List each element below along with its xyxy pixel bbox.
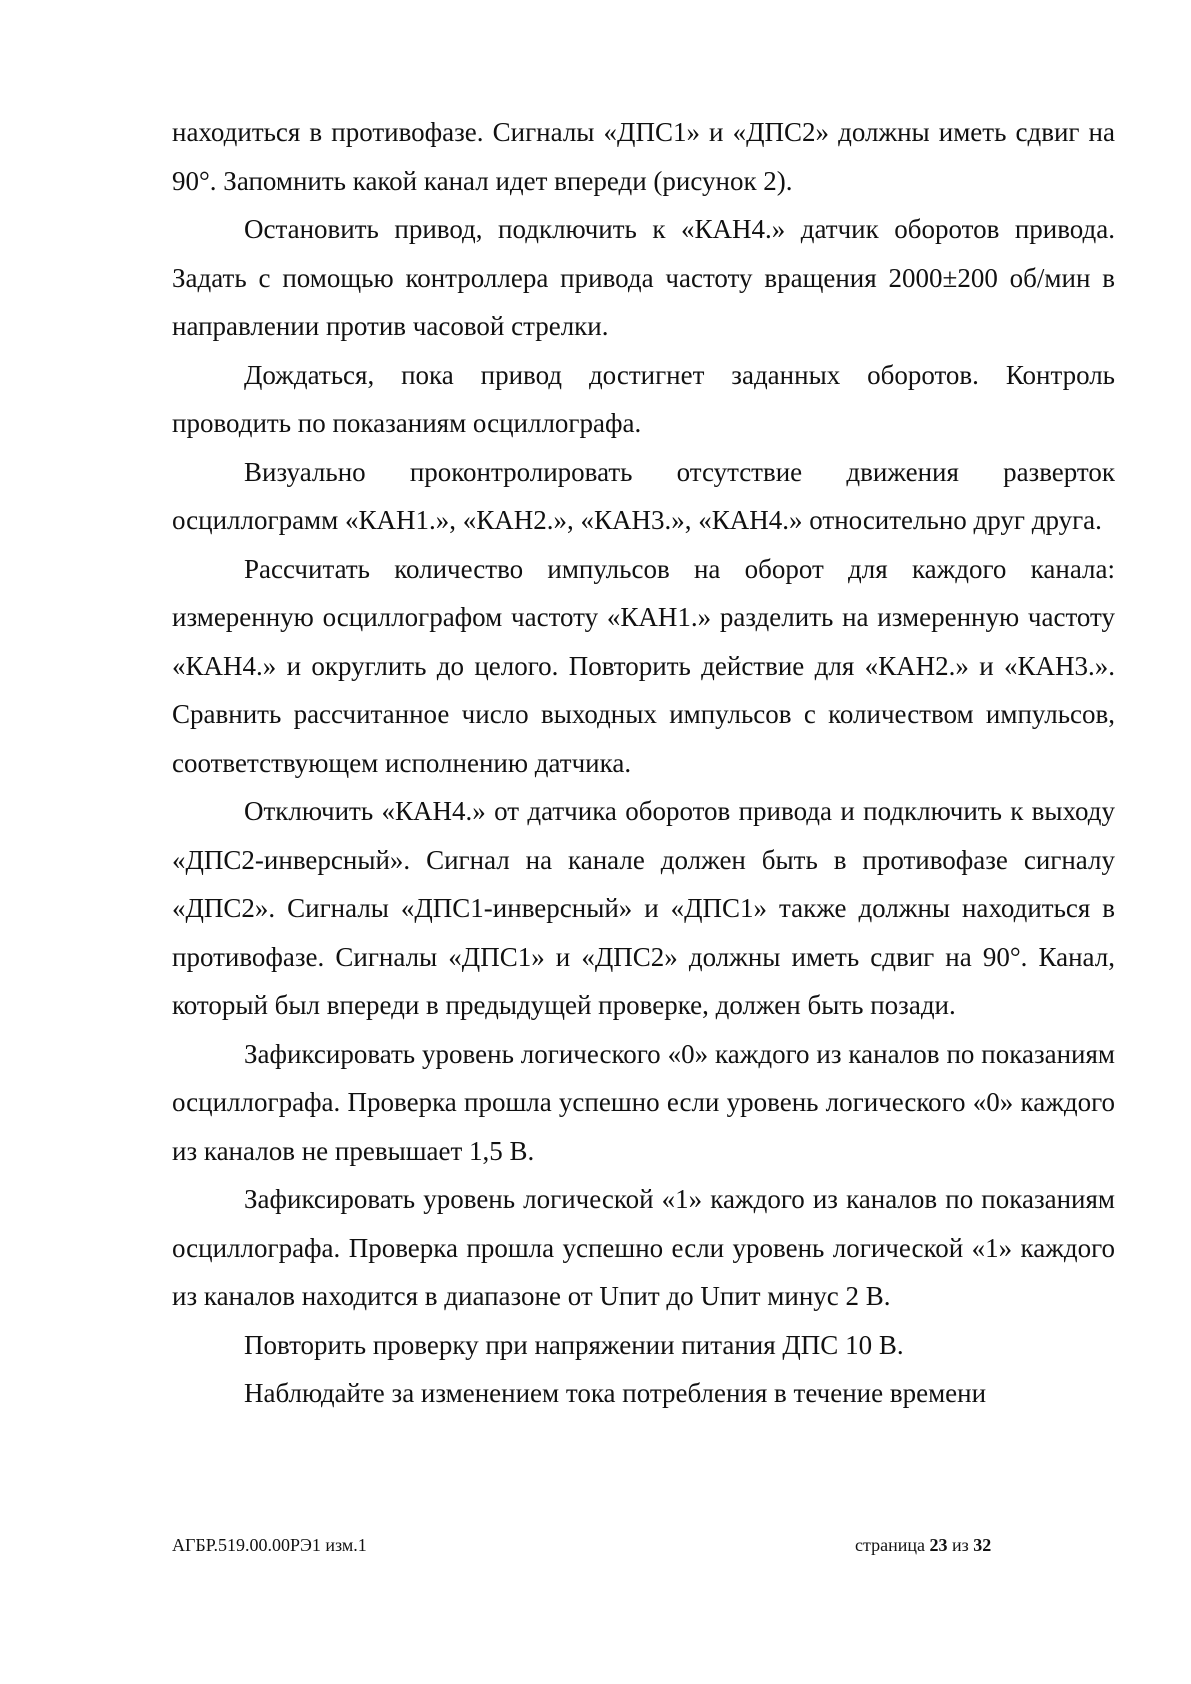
paragraph: Дождаться, пока привод достигнет заданных оборотов. Контроль проводить по показаниям осциллографа. — [172, 359, 1115, 438]
paragraph: Наблюдайте за изменением тока потребления в течение времени — [244, 1378, 987, 1408]
paragraph: Рассчитать количество импульсов на оборот для каждого канала: измеренную осциллографом частоту «КАН1.» разделить на измеренную частоту «КАН4.» и округлить до целого. Повторить действие для «КАН2.» и «КАН3.». Сравнить рассчитанное число выходных импульсов с количеством импульсов, соответствующем исполнению датчика. — [172, 553, 1115, 778]
document-code: АГБР.519.00.00РЭ1 изм.1 — [172, 1535, 367, 1555]
paragraph: Повторить проверку при напряжении питания ДПС 10 В. — [244, 1329, 904, 1360]
paragraph: Отключить «КАН4.» от датчика оборотов привода и подключить к выходу «ДПС2-инверсный». Сигнал на канале должен быть в противофазе сигналу «ДПС2». Сигналы «ДПС1-инверсный» и «ДПС1» также должны находиться в противофазе. Сигналы «ДПС1» и «ДПС2» должны иметь сдвиг на 90°. Канал, который был впереди в предыдущей проверке, должен быть позади. — [172, 796, 1115, 1020]
paragraph: Остановить привод, подключить к «КАН4.» датчик оборотов привода. Задать с помощью контроллера привода частоту вращения 2000±200 об/мин в направлении против часовой стрелки. — [172, 214, 1115, 341]
paragraph: Зафиксировать уровень логического «0» каждого из каналов по показаниям осциллографа. Проверка прошла успешно если уровень логического «0» каждого из каналов не превышает 1,5 В. — [172, 1038, 1115, 1166]
page-number — [855, 1533, 991, 1557]
page-word: страница — [855, 1535, 925, 1555]
page-total: 32 — [973, 1535, 992, 1555]
paragraph: находиться в противофазе. Сигналы «ДПС1» и «ДПС2» должны иметь сдвиг на 90°. Запомнить какой канал идет впереди (рисунок 2). — [172, 117, 1115, 196]
paragraph: Зафиксировать уровень логической «1» каждого из каналов по показаниям осциллографа. Проверка прошла успешно если уровень логической «1» каждого из каналов находится в диапазоне от Uпит до Uпит минус 2 В. — [172, 1184, 1115, 1311]
paragraph: Визуально проконтролировать отсутствие движения разверток осциллограмм «КАН1.», «КАН2.», «КАН3.», «КАН4.» относительно друг друга. — [172, 456, 1115, 535]
document-body — [172, 108, 1115, 1418]
page-current: 23 — [929, 1535, 948, 1555]
of-word: из — [951, 1535, 969, 1555]
